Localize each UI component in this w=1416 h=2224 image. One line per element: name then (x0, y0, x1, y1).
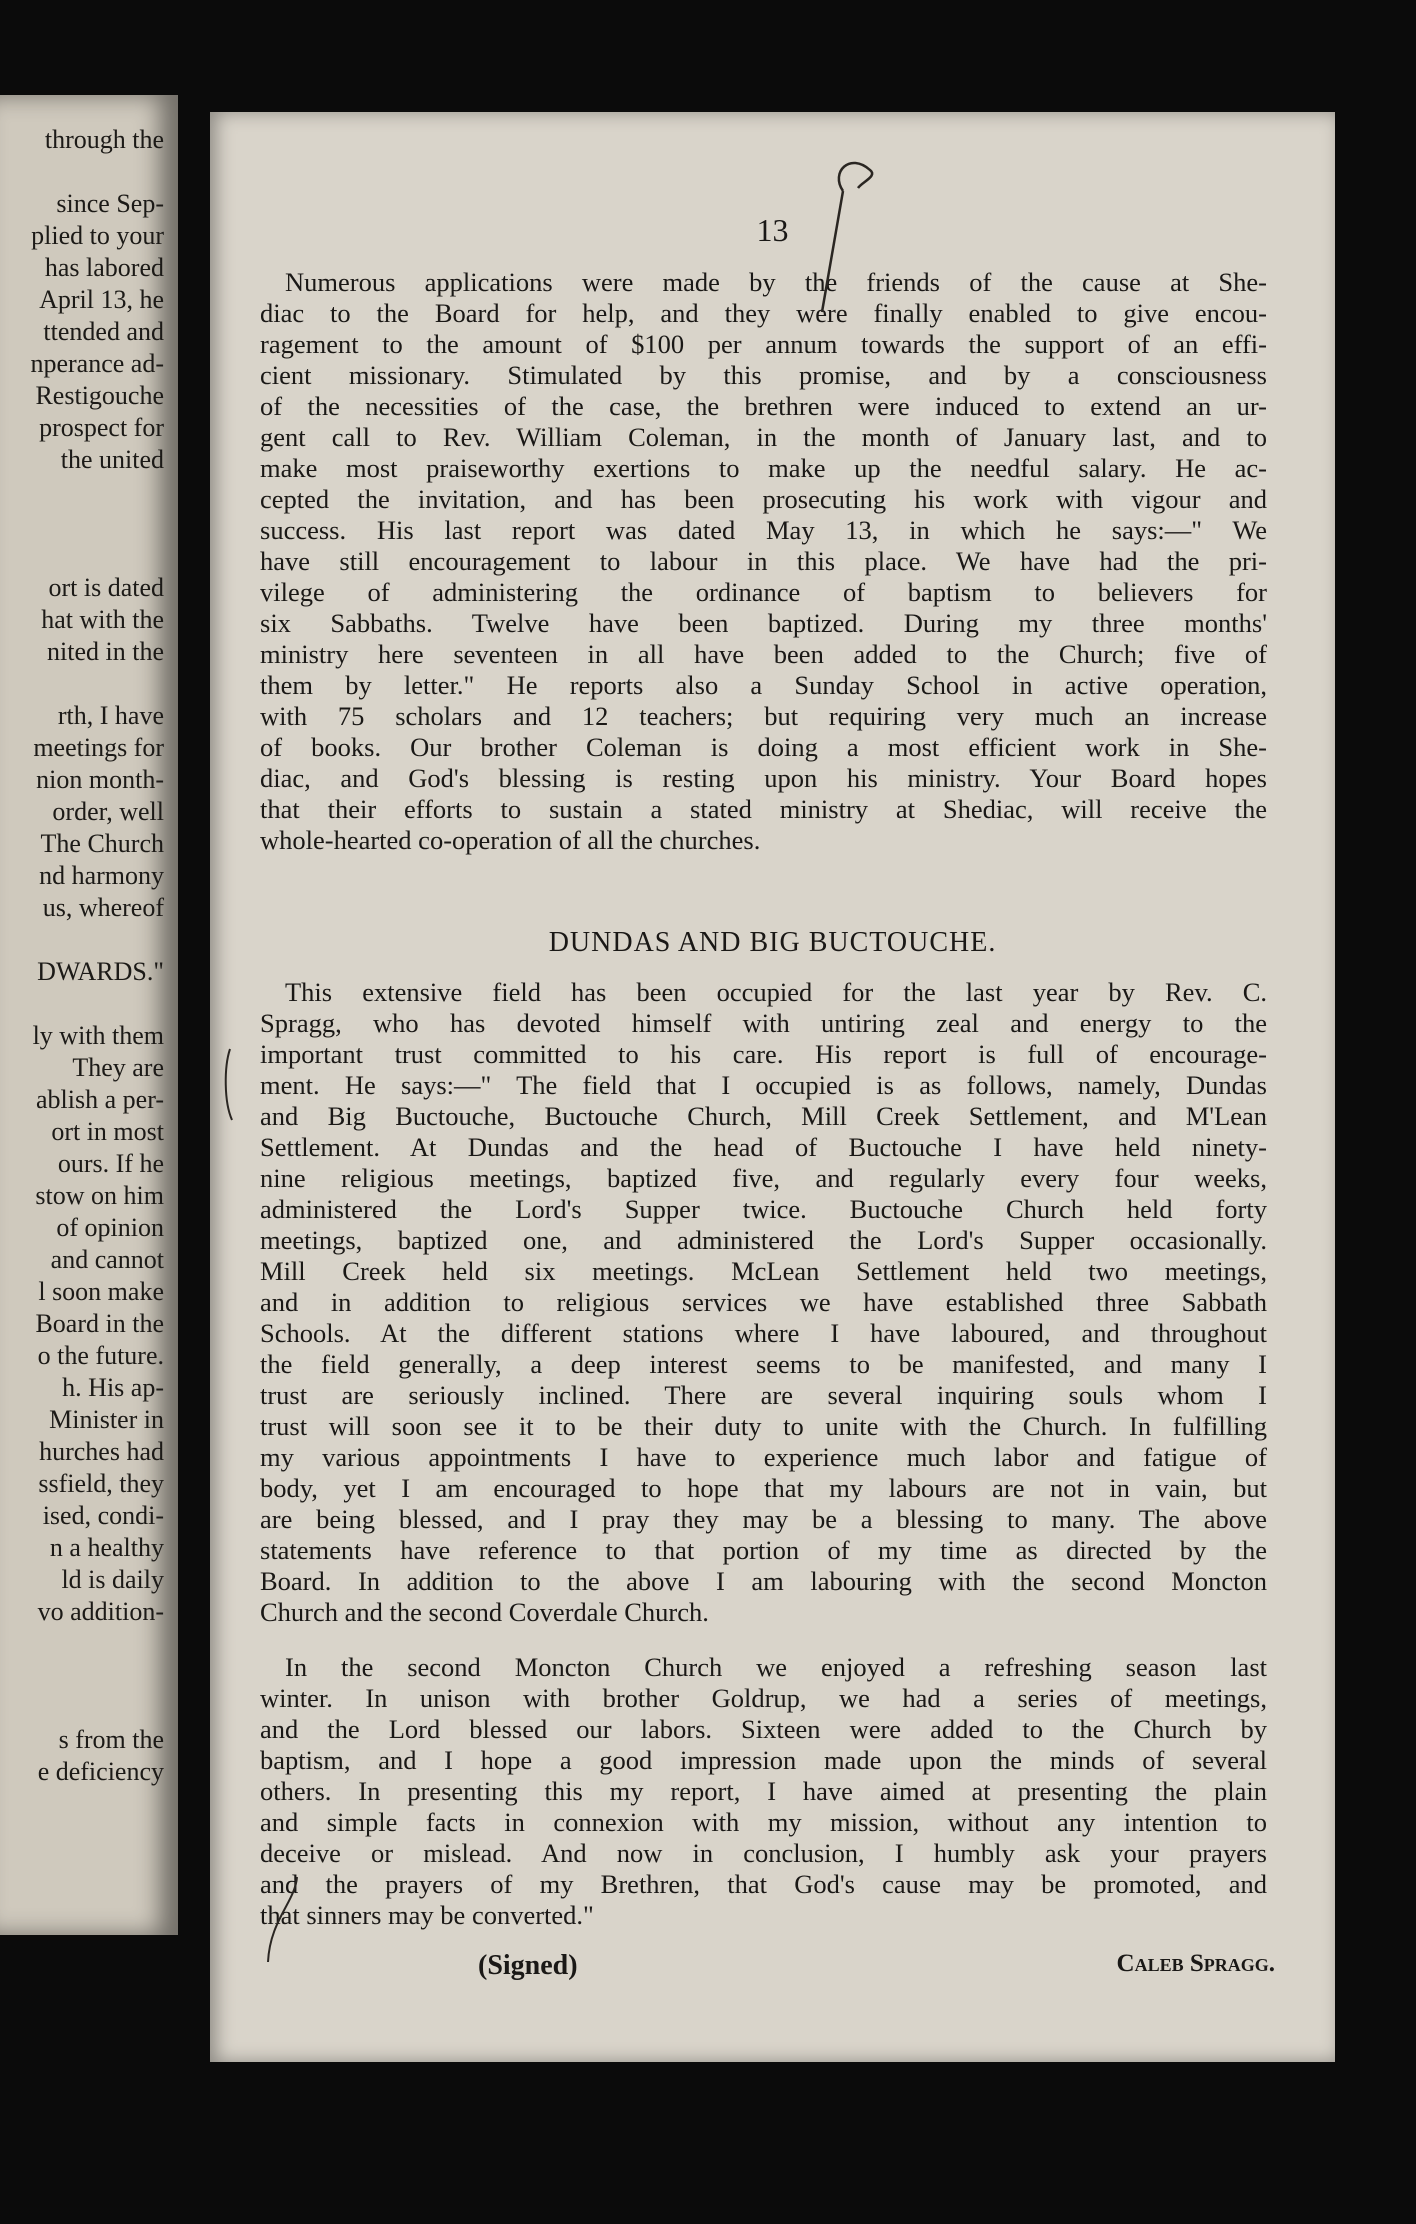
facing-page-line: s from the (58, 1725, 164, 1754)
facing-page-line: meetings for (33, 733, 164, 762)
text-line: and simple facts in connexion with my mission, without any intention to (260, 1807, 1267, 1837)
facing-page-line: plied to your (31, 221, 164, 250)
facing-page-line: ort in most (51, 1117, 164, 1146)
text-line: six Sabbaths. Twelve have been baptized. During my three months' (260, 608, 1267, 638)
facing-page-line: us, whereof (42, 893, 164, 922)
facing-page-line: nited in the (47, 637, 164, 666)
text-line: Spragg, who has devoted himself with untiring zeal and energy to the (260, 1008, 1267, 1038)
pencil-bottom-mark (268, 1877, 297, 1962)
text-line: my various appointments I have to experience much labor and fatigue of (260, 1442, 1267, 1472)
text-line: body, yet I am encouraged to hope that my labours are not in vain, but (260, 1473, 1267, 1503)
text-line: of books. Our brother Coleman is doing a most efficient work in She- (260, 732, 1267, 762)
facing-page-line: nion month- (36, 765, 164, 794)
facing-page-line: stow on him (35, 1181, 164, 1210)
text-line: make most praiseworthy exertions to make up the needful salary. He ac- (260, 453, 1267, 483)
section-heading: DUNDAS AND BIG BUCTOUCHE. (548, 927, 997, 958)
facing-page-line: Minister in (49, 1405, 164, 1434)
text-line: winter. In unison with brother Goldrup, we had a series of meetings, (260, 1683, 1267, 1713)
facing-page-line: o the future. (37, 1341, 164, 1370)
facing-page-line: They are (72, 1053, 164, 1082)
facing-page-line: ort is dated (48, 573, 164, 602)
document-page (210, 112, 1335, 2062)
facing-page-line: e deficiency (37, 1757, 164, 1786)
text-line: are being blessed, and I pray they may be a blessing to many. The above (260, 1504, 1267, 1534)
facing-page-line: ablish a per- (36, 1085, 164, 1114)
facing-page-line: Board in the (35, 1309, 164, 1338)
text-line: ragement to the amount of $100 per annum towards the support of an effi- (260, 329, 1267, 359)
text-line: This extensive field has been occupied for the last year by Rev. C. (285, 977, 1267, 1007)
text-line: success. His last report was dated May 13, in which he says:—" We (260, 515, 1267, 545)
text-line: that their efforts to sustain a stated ministry at Shediac, will receive the (260, 794, 1267, 824)
text-line: and in addition to religious services we have established three Sabbath (260, 1287, 1267, 1317)
text-line: Numerous applications were made by the friends of the cause at She- (285, 267, 1267, 297)
facing-page-line: rth, I have (57, 701, 164, 730)
text-line: gent call to Rev. William Coleman, in the month of January last, and to (260, 422, 1267, 452)
facing-page-line: The Church (40, 829, 164, 858)
facing-page-line: vo addition- (37, 1597, 164, 1626)
text-line: that sinners may be converted." (260, 1900, 594, 1930)
margin-bracket-mark (226, 1049, 232, 1120)
facing-page-line: order, well (52, 797, 164, 826)
facing-page-edge (0, 95, 178, 1935)
facing-page-line: has labored (44, 253, 164, 282)
text-line: vilege of administering the ordinance of baptism to believers for (260, 577, 1267, 607)
facing-page-line: the united (60, 445, 164, 474)
pencil-stroke-mark (822, 191, 843, 312)
facing-page-line: of opinion (56, 1213, 164, 1242)
page-number: 13 (756, 212, 789, 248)
facing-page-line: h. His ap- (62, 1373, 164, 1402)
text-line: with 75 scholars and 12 teachers; but requiring very much an increase (260, 701, 1267, 731)
text-line: administered the Lord's Supper twice. Buctouche Church held forty (260, 1194, 1267, 1224)
text-line: diac, and God's blessing is resting upon his ministry. Your Board hopes (260, 763, 1267, 793)
text-line: trust are seriously inclined. There are several inquiring souls whom I (260, 1380, 1267, 1410)
facing-page-line: l soon make (38, 1277, 164, 1306)
facing-page-line: Restigouche (35, 381, 164, 410)
text-line: Schools. At the different stations where I have laboured, and throughout (260, 1318, 1267, 1348)
facing-page-line: hat with the (41, 605, 164, 634)
signer-name: Caleb Spragg. (1116, 1950, 1275, 1977)
text-line: and the Lord blessed our labors. Sixteen were added to the Church by (260, 1714, 1267, 1744)
text-line: cepted the invitation, and has been prosecuting his work with vigour and (260, 484, 1267, 514)
facing-page-line: through the (44, 125, 164, 154)
text-line: In the second Moncton Church we enjoyed a refreshing season last (285, 1652, 1267, 1682)
text-line: Settlement. At Dundas and the head of Buctouche I have held ninety- (260, 1132, 1267, 1162)
facing-page-line: ised, condi- (42, 1501, 164, 1530)
facing-page-line: nperance ad- (30, 349, 164, 378)
text-line: cient missionary. Stimulated by this promise, and by a consciousness (260, 360, 1267, 390)
text-line: ministry here seventeen in all have been added to the Church; five of (260, 639, 1267, 669)
facing-page-line: ttended and (43, 317, 164, 346)
facing-page-line: nd harmony (39, 861, 164, 890)
text-line: Board. In addition to the above I am labouring with the second Moncton (260, 1566, 1267, 1596)
facing-page-line: prospect for (39, 413, 164, 442)
text-line: them by letter." He reports also a Sunday School in active operation, (260, 670, 1267, 700)
text-line: and Big Buctouche, Buctouche Church, Mill Creek Settlement, and M'Lean (260, 1101, 1267, 1131)
facing-page-line: DWARDS." (37, 957, 164, 986)
text-line: Mill Creek held six meetings. McLean Settlement held two meetings, (260, 1256, 1267, 1286)
facing-page-line: ly with them (32, 1021, 164, 1050)
text-line: baptism, and I hope a good impression made upon the minds of several (260, 1745, 1267, 1775)
text-line: nine religious meetings, baptized five, and regularly every four weeks, (260, 1163, 1267, 1193)
facing-page-line: since Sep- (56, 189, 164, 218)
text-line: ment. He says:—" The field that I occupied is as follows, namely, Dundas (260, 1070, 1267, 1100)
text-line: important trust committed to his care. His report is full of encourage- (260, 1039, 1267, 1069)
facing-page-line: ld is daily (61, 1565, 164, 1594)
facing-page-line: ours. If he (57, 1149, 164, 1178)
facing-page-line: and cannot (50, 1245, 164, 1274)
text-line: diac to the Board for help, and they were finally enabled to give encou- (260, 298, 1267, 328)
pencil-marks (210, 112, 1335, 2062)
facing-page-line: hurches had (39, 1437, 164, 1466)
text-line: Church and the second Coverdale Church. (260, 1597, 709, 1627)
text-line: and the prayers of my Brethren, that God's cause may be promoted, and (260, 1869, 1267, 1899)
facing-page-line: n a healthy (49, 1533, 164, 1562)
facing-page-line: ssfield, they (38, 1469, 164, 1498)
pencil-hook-mark (839, 163, 872, 191)
text-line: meetings, baptized one, and administered the Lord's Supper occasionally. (260, 1225, 1267, 1255)
text-line: trust will soon see it to be their duty to unite with the Church. In fulfilling (260, 1411, 1267, 1441)
text-line: of the necessities of the case, the brethren were induced to extend an ur- (260, 391, 1267, 421)
facing-page-line: April 13, he (39, 285, 164, 314)
signed-label: (Signed) (478, 1950, 578, 1981)
text-line: the field generally, a deep interest seems to be manifested, and many I (260, 1349, 1267, 1379)
text-line: deceive or mislead. And now in conclusion, I humbly ask your prayers (260, 1838, 1267, 1868)
text-line: whole-hearted co-operation of all the churches. (260, 825, 761, 855)
text-line: others. In presenting this my report, I have aimed at presenting the plain (260, 1776, 1267, 1806)
text-line: have still encouragement to labour in this place. We have had the pri- (260, 546, 1267, 576)
text-line: statements have reference to that portion of my time as directed by the (260, 1535, 1267, 1565)
